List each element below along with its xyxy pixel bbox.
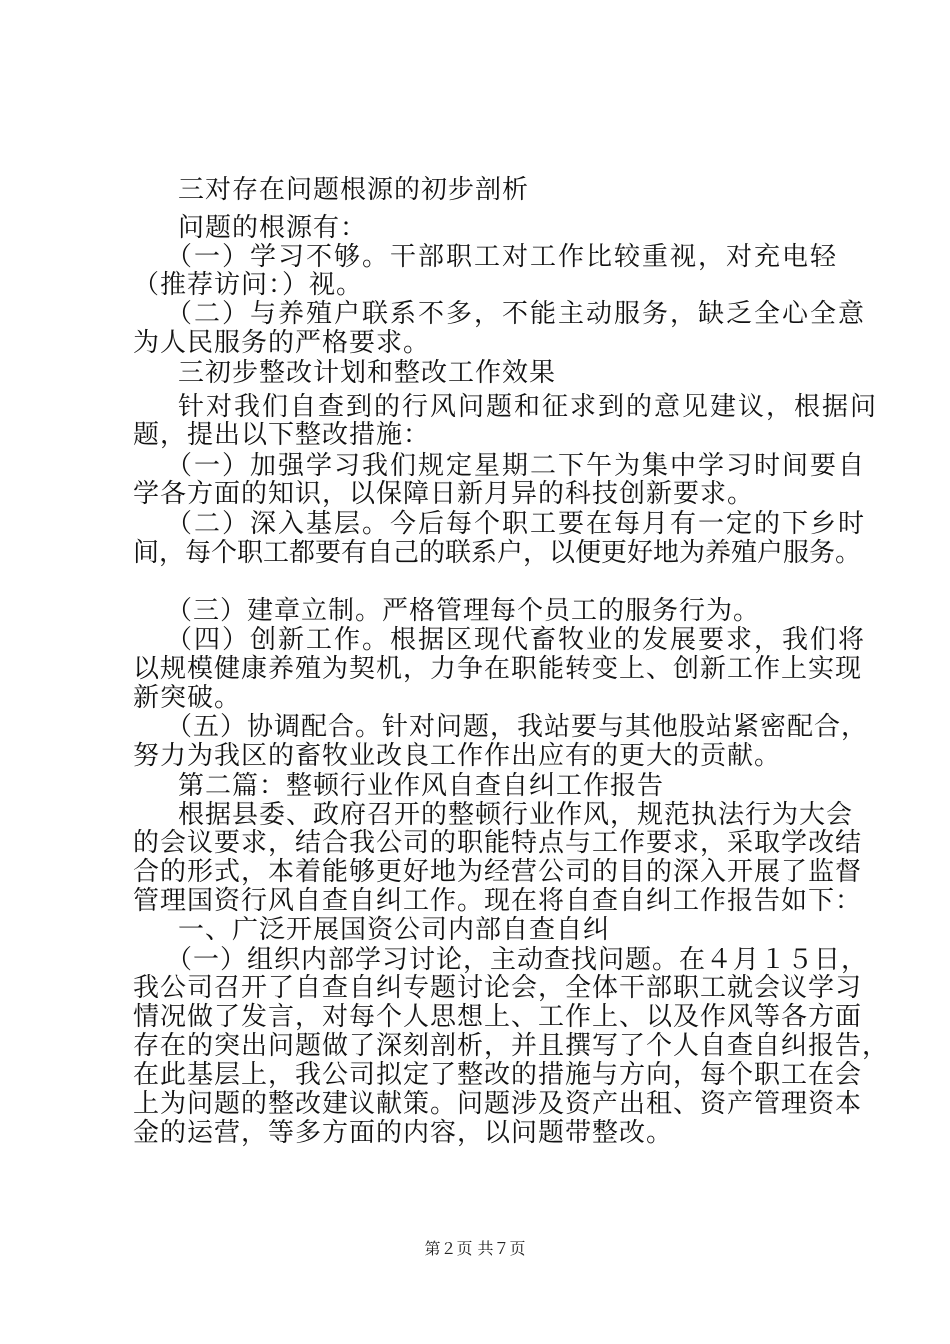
page-number-footer: 第２页 共７页 — [424, 1239, 526, 1258]
body-line: 间，每个职工都要有自己的联系户，以便更好地为养殖户服务。 — [133, 538, 862, 568]
body-line: 情况做了发言，对每个人思想上、工作上、以及作风等各方面 — [133, 1002, 863, 1032]
section-heading: 第二篇：整顿行业作风自查自纠工作报告 — [178, 771, 665, 801]
body-line: （二）深入基层。今后每个职工要在每月有一定的下乡时 — [166, 509, 867, 539]
body-line: 问题的根源有： — [178, 213, 368, 243]
body-line: （一）学习不够。干部职工对工作比较重视，对充电轻 — [166, 242, 839, 272]
body-line: （五）协调配合。针对问题，我站要与其他股站紧密配合， — [166, 712, 869, 742]
body-line: 三对存在问题根源的初步剖析 — [178, 175, 530, 205]
section-heading: 三初步整改计划和整改工作效果 — [178, 358, 557, 388]
body-line: （四）创新工作。根据区现代畜牧业的发展要求，我们将 — [166, 625, 867, 655]
body-line: 针对我们自查到的行风问题和征求到的意见建议，根据问 — [178, 392, 879, 422]
body-line: （一）组织内部学习讨论，主动查找问题。在４月１５日， — [166, 945, 869, 975]
body-line: 管理国资行风自查自纠工作。现在将自查自纠工作报告如下： — [133, 886, 863, 916]
body-line: 新突破。 — [133, 683, 242, 713]
body-line: 为人民服务的严格要求。 — [133, 328, 431, 358]
body-line: （三）建章立制。严格管理每个员工的服务行为。 — [166, 596, 761, 626]
body-line: 我公司召开了自查自纠专题讨论会，全体干部职工就会议学习 — [133, 973, 863, 1003]
body-line: 在此基层上，我公司拟定了整改的措施与方向，每个职工在会 — [133, 1060, 863, 1090]
body-line: （一）加强学习我们规定星期二下午为集中学习时间要自 — [166, 451, 867, 481]
body-line: 合的形式，本着能够更好地为经营公司的目的深入开展了监督 — [133, 857, 863, 887]
body-line: 根据县委、政府召开的整顿行业作风，规范执法行为大会 — [178, 800, 854, 830]
body-line: 存在的突出问题做了深刻剖析，并且撰写了个人自查自纠报告， — [133, 1031, 890, 1061]
body-line: 学各方面的知识，以保障日新月异的科技创新要求。 — [133, 479, 755, 509]
body-line: （二）与养殖户联系不多，不能主动服务，缺乏全心全意 — [166, 299, 867, 329]
body-line: 以规模健康养殖为契机，力争在职能转变上、创新工作上实现 — [133, 654, 863, 684]
body-line: 的会议要求，结合我公司的职能特点与工作要求，采取学改结 — [133, 828, 863, 858]
body-line: 金的运营，等多方面的内容，以问题带整改。 — [133, 1118, 674, 1148]
body-line: 上为问题的整改建议献策。问题涉及资产出租、资产管理资本 — [133, 1089, 863, 1119]
section-heading: 一、广泛开展国资公司内部自查自纠 — [178, 915, 611, 945]
body-line: （推荐访问：）视。 — [133, 270, 364, 300]
body-line: 题，提出以下整改措施： — [133, 420, 431, 450]
body-line: 努力为我区的畜牧业改良工作作出应有的更大的贡献。 — [133, 741, 782, 771]
